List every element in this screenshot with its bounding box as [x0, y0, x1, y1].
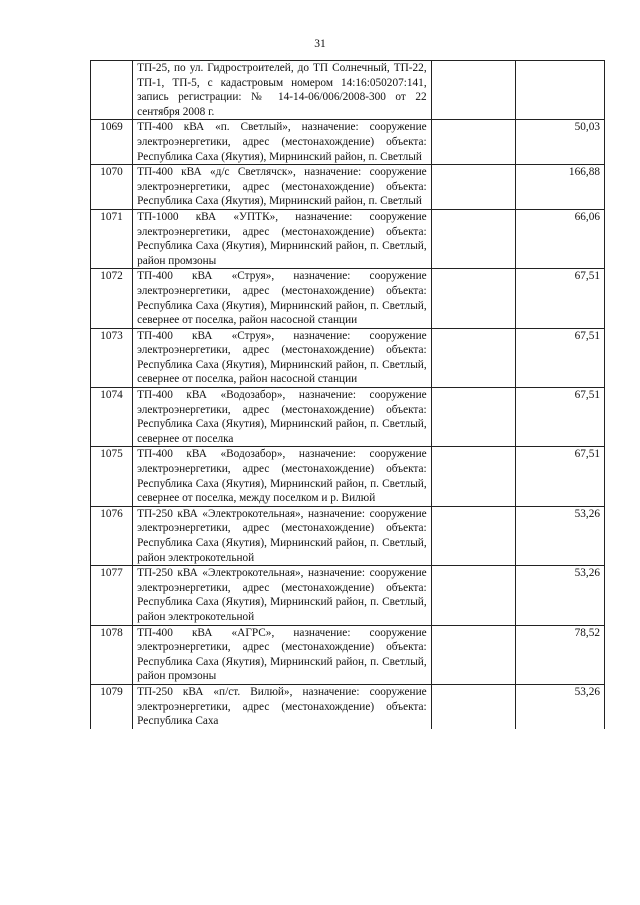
object-value: 166,88 — [515, 165, 604, 210]
table-row — [91, 165, 605, 210]
row-number: 1075 — [91, 447, 133, 506]
empty-cell — [431, 61, 515, 120]
empty-cell — [431, 506, 515, 565]
object-description: ТП-400 кВА «п. Светлый», назначение: сооружение электроэнергетики, адрес (местонахождение) объекта: Республика Саха (Якутия), Мирнинский район, п. Светлый — [133, 120, 432, 165]
object-value: 50,03 — [515, 120, 604, 165]
table-row — [91, 209, 605, 268]
row-number: 1073 — [91, 328, 133, 387]
empty-cell — [431, 566, 515, 625]
object-value — [515, 61, 604, 120]
table-row — [91, 328, 605, 387]
table-row — [91, 684, 605, 728]
row-number: 1079 — [91, 684, 133, 728]
row-number: 1070 — [91, 165, 133, 210]
object-description: ТП-250 кВА «Электрокотельная», назначение: сооружение электроэнергетики, адрес (местонахождение) объекта: Республика Саха (Якутия), Мирнинский район, п. Светлый, район электрокотельной — [133, 566, 432, 625]
page-number: 31 — [314, 38, 326, 50]
row-number: 1071 — [91, 209, 133, 268]
empty-cell — [431, 165, 515, 210]
empty-cell — [431, 120, 515, 165]
empty-cell — [431, 388, 515, 447]
object-value: 78,52 — [515, 625, 604, 684]
object-description: ТП-1000 кВА «УПТК», назначение: сооружение электроэнергетики, адрес (местонахождение) объекта: Республика Саха (Якутия), Мирнинский район, п. Светлый, район промзоны — [133, 209, 432, 268]
empty-cell — [431, 328, 515, 387]
empty-cell — [431, 447, 515, 506]
object-description: ТП-250 кВА «п/ст. Вилюй», назначение: сооружение электроэнергетики, адрес (местонахождение) объекта: Республика Саха — [133, 684, 432, 728]
object-value: 66,06 — [515, 209, 604, 268]
object-description: ТП-400 кВА «АГРС», назначение: сооружение электроэнергетики, адрес (местонахождение) объекта: Республика Саха (Якутия), Мирнинский район, п. Светлый, район промзоны — [133, 625, 432, 684]
object-description: ТП-250 кВА «Электрокотельная», назначение: сооружение электроэнергетики, адрес (местонахождение) объекта: Республика Саха (Якутия), Мирнинский район, п. Светлый, район электрокотельной — [133, 506, 432, 565]
row-number: 1078 — [91, 625, 133, 684]
object-value: 67,51 — [515, 269, 604, 328]
empty-cell — [431, 625, 515, 684]
object-description: ТП-400 кВА «д/с Светлячск», назначение: сооружение электроэнергетики, адрес (местонахождение) объекта: Республика Саха (Якутия), Мирнинский район, п. Светлый — [133, 165, 432, 210]
object-description: ТП-25, по ул. Гидростроителей, до ТП Солнечный, ТП-22, ТП-1, ТП-5, с кадастровым номером 14:16:050207:141, запись регистрации: № 14-14-06/006/2008-300 от 22 сентября 2008 г. — [133, 61, 432, 120]
object-value: 53,26 — [515, 566, 604, 625]
table-row — [91, 625, 605, 684]
empty-cell — [431, 684, 515, 728]
object-value: 67,51 — [515, 447, 604, 506]
row-number: 1077 — [91, 566, 133, 625]
table-row — [91, 269, 605, 328]
object-description: ТП-400 кВА «Струя», назначение: сооружение электроэнергетики, адрес (местонахождение) объекта: Республика Саха (Якутия), Мирнинский район, п. Светлый, севернее от поселка, район насосной станции — [133, 328, 432, 387]
row-number: 1072 — [91, 269, 133, 328]
table-row — [91, 61, 605, 120]
object-description: ТП-400 кВА «Водозабор», назначение: сооружение электроэнергетики, адрес (местонахождение) объекта: Республика Саха (Якутия), Мирнинский район, п. Светлый, севернее от поселка — [133, 388, 432, 447]
empty-cell — [431, 269, 515, 328]
object-description: ТП-400 кВА «Струя», назначение: сооружение электроэнергетики, адрес (местонахождение) объекта: Республика Саха (Якутия), Мирнинский район, п. Светлый, севернее от поселка, район насосной станции — [133, 269, 432, 328]
object-value: 53,26 — [515, 506, 604, 565]
row-number: 1069 — [91, 120, 133, 165]
object-value: 53,26 — [515, 684, 604, 728]
table-row — [91, 566, 605, 625]
object-description: ТП-400 кВА «Водозабор», назначение: сооружение электроэнергетики, адрес (местонахождение) объекта: Республика Саха (Якутия), Мирнинский район, п. Светлый, севернее от поселка, между поселком и р. Вилюй — [133, 447, 432, 506]
object-value: 67,51 — [515, 388, 604, 447]
row-number — [91, 61, 133, 120]
property-registry-table — [90, 60, 605, 729]
table-row — [91, 447, 605, 506]
table-row — [91, 388, 605, 447]
row-number: 1074 — [91, 388, 133, 447]
table-row — [91, 506, 605, 565]
table-row — [91, 120, 605, 165]
empty-cell — [431, 209, 515, 268]
object-value: 67,51 — [515, 328, 604, 387]
row-number: 1076 — [91, 506, 133, 565]
